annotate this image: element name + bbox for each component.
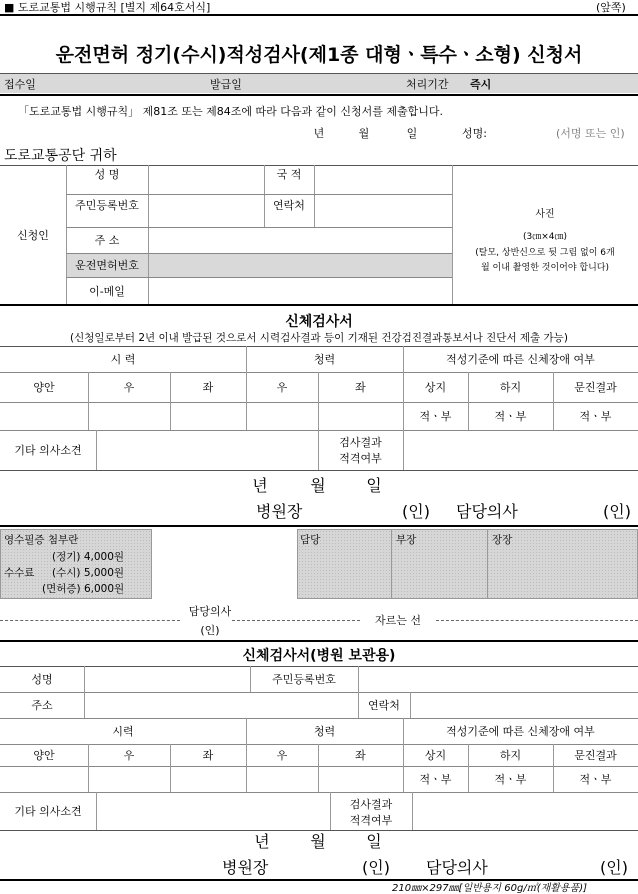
upper-limb-label: 상지 [424,381,447,394]
photo-note-1: (탈모, 상반신으로 뒷 그림 없이 6개 [475,247,615,258]
page-side: (앞쪽) [596,1,626,14]
copy-hearing-right-field[interactable] [247,767,317,791]
copy-vision-both-field[interactable] [1,767,87,791]
doctor-seal[interactable]: (인) [603,501,631,521]
copy-hearing-header: 청력 [313,725,336,738]
result-field[interactable] [404,431,637,469]
copy-interview-choice[interactable]: 적ㆍ부 [579,773,612,786]
copy-hospital-director-label: 병원장 [222,857,269,877]
health-check-title: 신체검사서 [285,314,353,330]
contact-label: 연락처 [273,199,305,212]
copy-hospital-director-seal[interactable]: (인) [362,857,390,877]
contact-field[interactable] [315,195,451,226]
day-label: 일 [406,127,418,140]
disability-header: 적성기준에 따른 신체장애 여부 [446,353,595,366]
copy-other-opinion-field[interactable] [97,793,329,829]
issue-date-label: 발급일 [210,77,242,91]
intro-text: 「도로교통법 시행규칙」 제81조 또는 제84조에 따라 다음과 같이 신청서를 제출합니다. [18,105,443,118]
vision-right-label: 우 [123,381,135,394]
hospital-director-seal[interactable]: (인) [402,501,430,521]
vision-both-label: 양안 [33,381,55,394]
vision-right-field[interactable] [89,403,169,429]
rrn-field[interactable] [149,195,263,226]
copy-address-label: 주소 [31,699,53,712]
processing-period-value: 즉시 [470,77,492,91]
health-month: 월 [310,475,326,495]
license-number-label: 운전면허번호 [75,259,139,272]
copy-vision-right-field[interactable] [89,767,169,791]
hospital-director-label: 병원장 [256,501,303,521]
fee-occasional: (수시) 5,000원 [52,566,125,579]
approval-staff: 담당 [300,533,321,546]
copy-result-field[interactable] [413,793,637,829]
other-opinion-label: 기타 의사소견 [14,444,82,457]
addressee: 도로교통공단 귀하 [4,148,117,164]
cut-doctor-label: 담당의사 [188,605,232,618]
receipt-date-label: 접수일 [4,77,36,91]
copy-rrn-field[interactable] [359,667,637,691]
approval-head: 장장 [492,533,513,546]
copy-hearing-left-label: 좌 [355,749,366,762]
copy-vision-left-label: 좌 [202,749,214,762]
copy-day: 일 [366,831,382,851]
copy-other-opinion-label: 기타 의사소견 [14,805,82,818]
health-year: 년 [252,475,268,495]
copy-contact-field[interactable] [411,693,637,717]
copy-result-label-2: 적격여부 [349,813,393,827]
license-number-field[interactable] [149,254,451,276]
email-label: 이-메일 [89,284,125,298]
copy-vision-header: 시력 [112,725,134,738]
fee-label: 수수료 [4,566,35,579]
nationality-label: 국 적 [276,168,302,181]
copy-doctor-label: 담당의사 [426,857,488,877]
vision-left-field[interactable] [171,403,245,429]
copy-contact-label: 연락처 [368,699,400,712]
approval-box [297,529,638,599]
approval-manager: 부장 [396,533,417,546]
copy-year: 년 [254,831,270,851]
processing-period-label: 처리기간 [406,77,449,91]
copy-address-field[interactable] [85,693,357,717]
doctor-label: 담당의사 [456,501,518,521]
result-label-1: 검사결과 [339,436,382,449]
copy-upper-limb-choice[interactable]: 적ㆍ부 [419,773,452,786]
copy-month: 월 [310,831,326,851]
upper-limb-choice[interactable]: 적ㆍ부 [419,410,452,423]
copy-hearing-left-field[interactable] [319,767,402,791]
cut-line-label: 자르는 선 [374,614,421,627]
copy-title: 신체검사서(병원 보관용) [242,648,396,664]
cut-doctor-seal[interactable]: (인) [200,624,220,637]
form-title: 운전면허 정기(수시)적성검사(제1종 대형ㆍ특수ㆍ소형) 신청서 [55,43,583,66]
result-label-2: 적격여부 [339,452,382,465]
photo-title: 사진 [535,208,555,220]
copy-name-field[interactable] [85,667,249,691]
copy-rrn-label: 주민등록번호 [272,673,336,686]
copy-vision-left-field[interactable] [171,767,245,791]
interview-label: 문진결과 [574,381,617,394]
receipt-row [0,74,638,93]
signature-placeholder[interactable]: (서명 또는 인) [556,127,625,140]
rrn-label: 주민등록번호 [75,199,139,212]
copy-disability-header: 적성기준에 따른 신체장애 여부 [446,725,595,738]
vision-both-field[interactable] [1,403,87,429]
copy-vision-both-label: 양안 [33,749,55,762]
hearing-right-field[interactable] [247,403,317,429]
fee-regular: (정기) 4,000원 [52,550,125,563]
applicant-name-label: 성명: [462,127,487,140]
other-opinion-field[interactable] [97,431,317,469]
address-field[interactable] [149,228,451,252]
applicant-label: 신청인 [17,228,49,242]
lower-limb-choice[interactable]: 적ㆍ부 [494,410,527,423]
copy-lower-limb-label: 하지 [499,749,522,762]
stamp-label: 영수필증 첨부란 [4,533,79,546]
lower-limb-label: 하지 [499,381,522,394]
hearing-header: 청력 [313,353,336,366]
photo-size: (3㎝×4㎝) [522,231,568,242]
hearing-left-label: 좌 [355,381,366,394]
name-label: 성 명 [94,168,120,181]
hearing-left-field[interactable] [319,403,402,429]
health-check-subtitle: (신청일로부터 2년 이내 발급된 것으로서 시력검사결과 등이 기재된 건강검진결과통보서나 진단서 제출 가능) [70,332,568,344]
fee-license: (면허증) 6,000원 [42,582,125,595]
copy-upper-limb-label: 상지 [424,749,447,762]
month-label: 월 [358,127,370,140]
email-field[interactable] [149,278,451,303]
vision-left-label: 좌 [202,381,214,394]
form-number: ■ 도로교통법 시행규칙 [별지 제64호서식] [4,1,211,14]
nationality-field[interactable] [315,166,451,193]
copy-name-label: 성명 [31,673,53,686]
copy-interview-label: 문진결과 [574,749,617,762]
top-rule [0,14,638,16]
name-field[interactable] [149,166,263,193]
copy-vision-right-label: 우 [123,749,135,762]
copy-hearing-right-label: 우 [276,749,288,762]
paper-spec: 210㎜×297㎜[일반용지 60g/㎡(재활용품)] [392,882,588,894]
hearing-right-label: 우 [276,381,288,394]
interview-choice[interactable]: 적ㆍ부 [579,410,612,423]
copy-result-label-1: 검사결과 [349,797,393,811]
health-day: 일 [366,475,382,495]
address-label: 주 소 [94,234,120,247]
year-label: 년 [313,127,325,140]
vision-header: 시 력 [110,353,136,366]
copy-lower-limb-choice[interactable]: 적ㆍ부 [494,773,527,786]
photo-note-2: 월 이내 촬영한 것이어야 합니다) [481,262,609,273]
copy-doctor-seal[interactable]: (인) [600,857,628,877]
